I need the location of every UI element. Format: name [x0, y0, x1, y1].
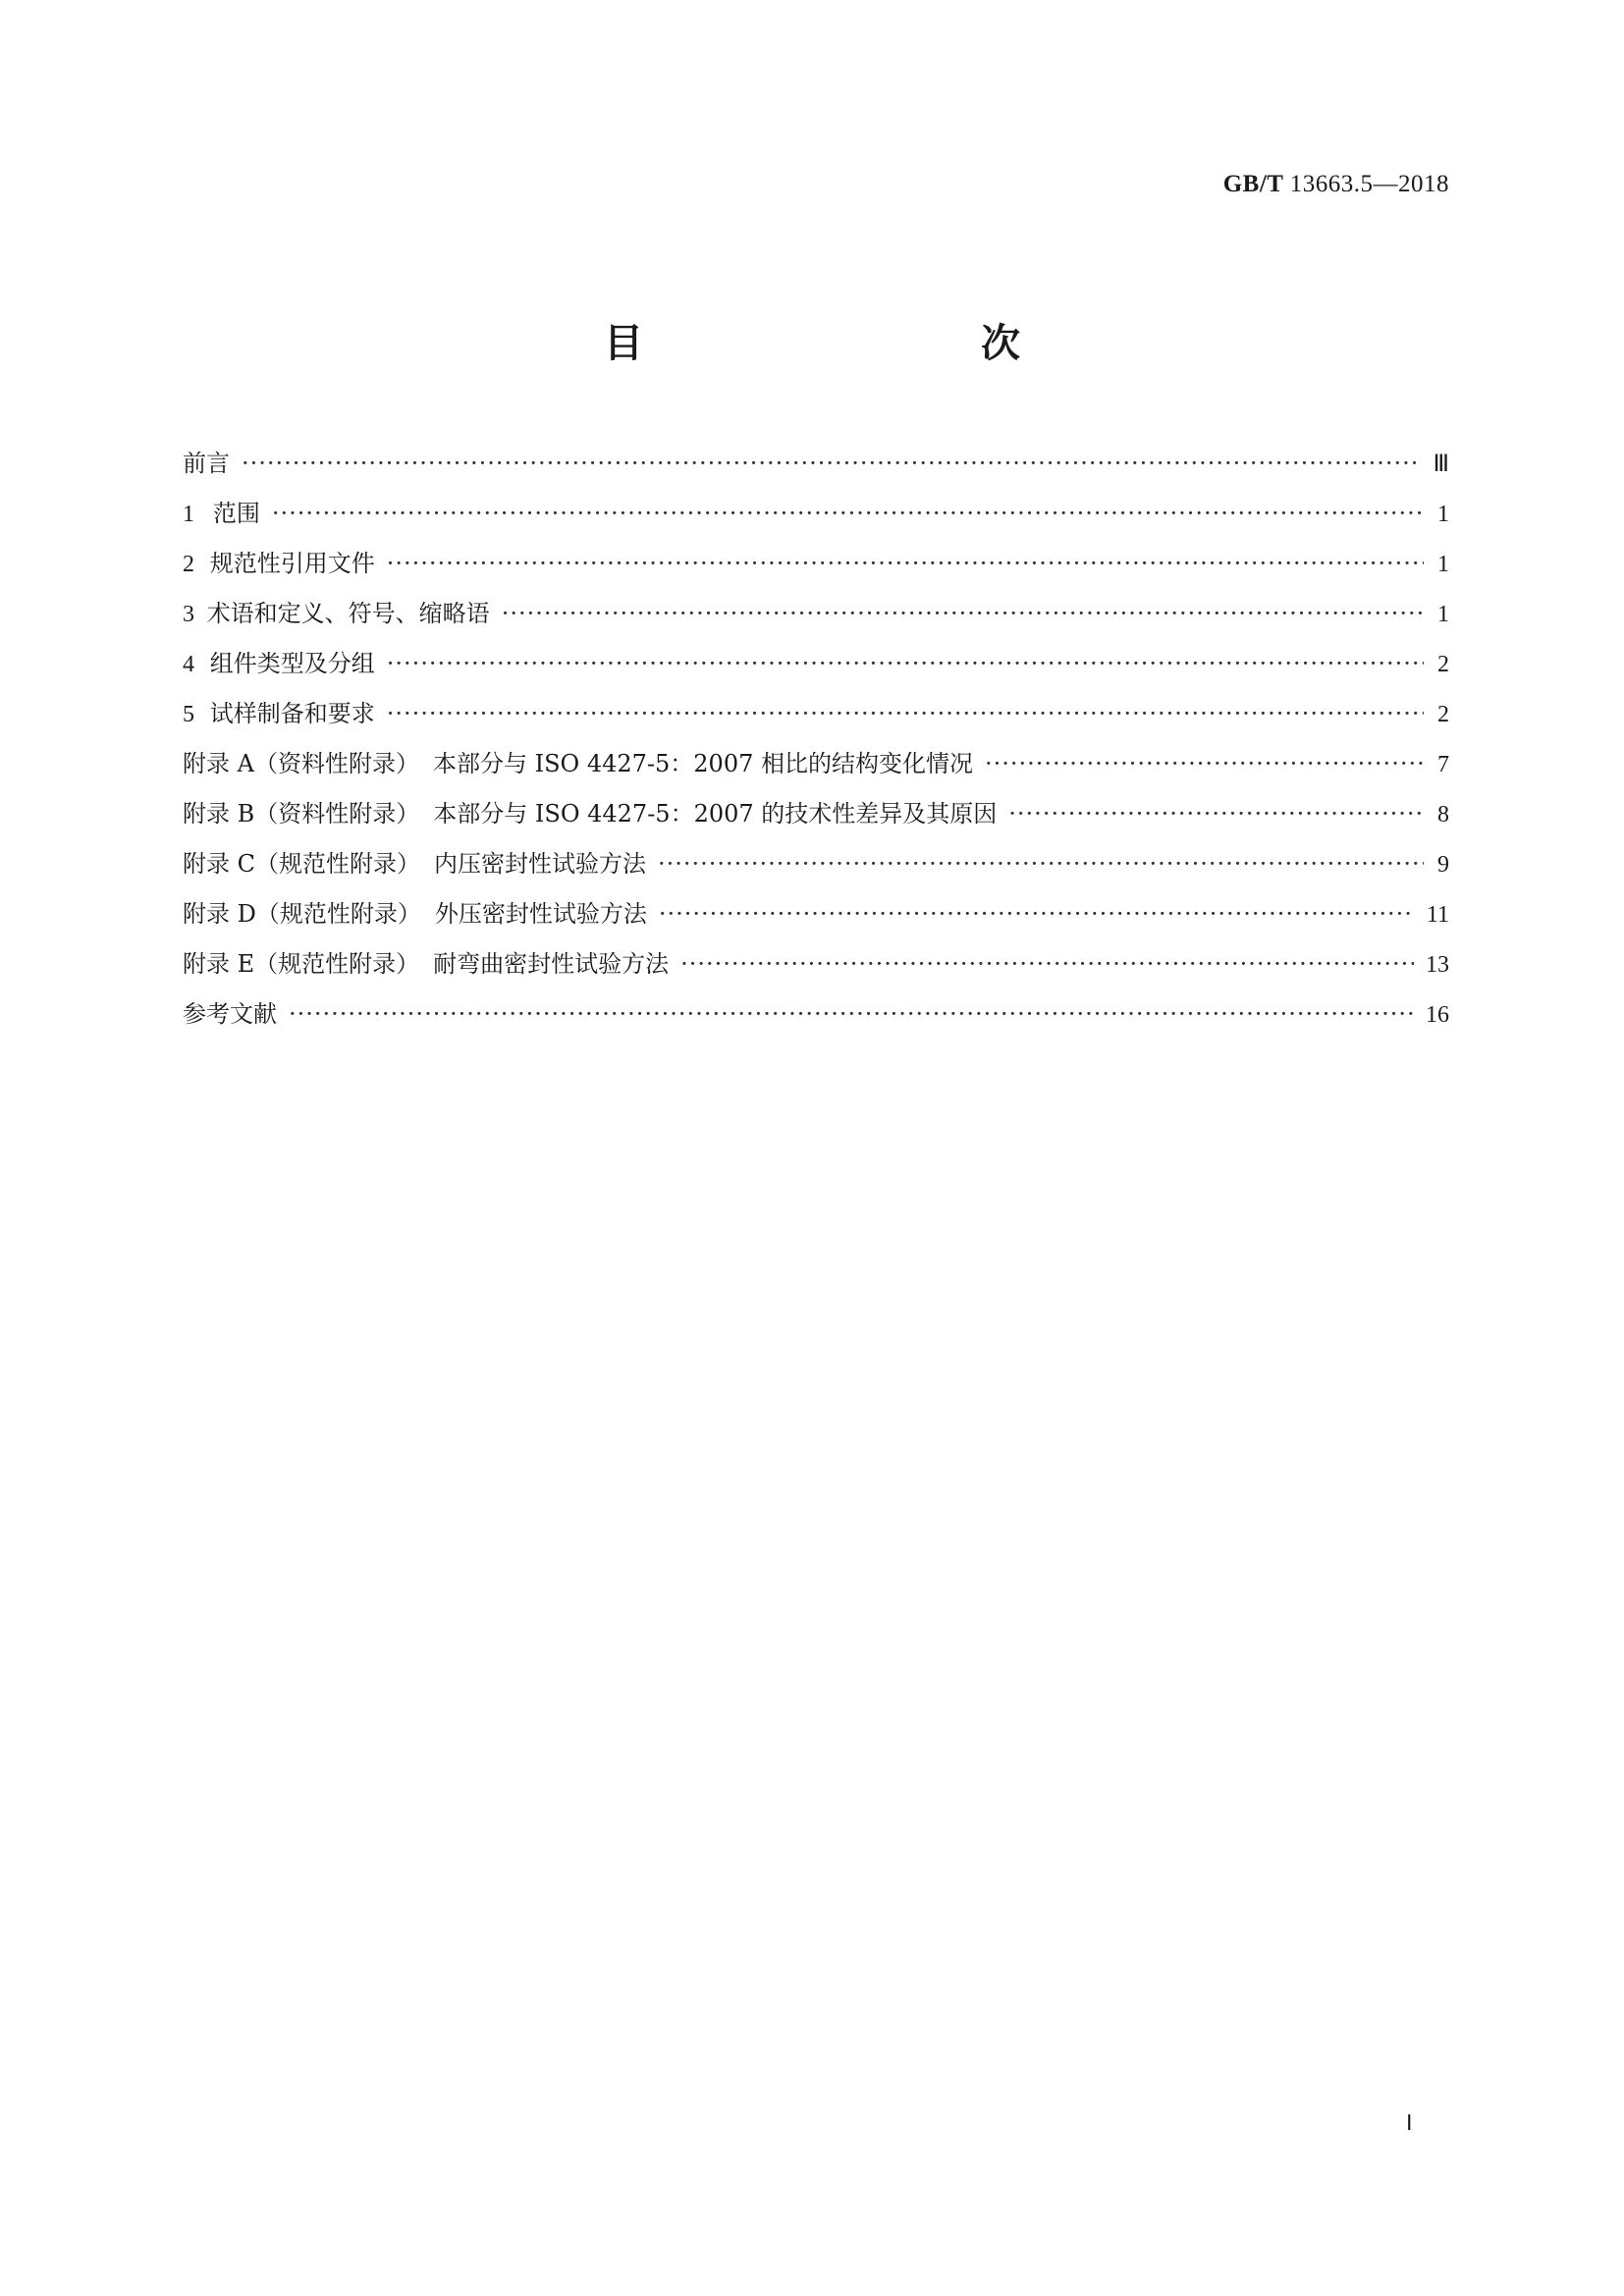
- toc-annex-kind: 附录 B（资料性附录）: [183, 800, 420, 828]
- standard-code-prefix: GB/T: [1222, 171, 1283, 197]
- toc-entry-bibliography[interactable]: [183, 994, 1449, 1044]
- page-title: 目 次: [604, 321, 1107, 366]
- page-number: Ⅰ: [1406, 2110, 1413, 2135]
- toc-entry-page: 13: [1426, 952, 1449, 978]
- toc-leader-dots: [680, 950, 1414, 978]
- toc-entry-annex-a[interactable]: [183, 744, 1449, 794]
- toc-leader-dots: [985, 750, 1424, 777]
- toc-entry-page: 16: [1426, 1002, 1449, 1028]
- toc-entry-page: Ⅲ: [1433, 452, 1449, 477]
- toc-leader-dots: [502, 600, 1424, 627]
- toc-entry-foreword[interactable]: [183, 444, 1449, 494]
- toc-entry-page: 2: [1437, 702, 1449, 727]
- toc-entry-label: 术语和定义、符号、缩略语: [206, 600, 490, 627]
- toc-entry-label: 内压密封性试验方法: [434, 850, 646, 878]
- toc-leader-dots: [387, 550, 1424, 577]
- toc-entry-label: 规范性引用文件: [209, 550, 375, 577]
- toc-entry-page: 1: [1437, 552, 1449, 577]
- toc-entry-page: 9: [1437, 852, 1449, 878]
- toc-leader-dots: [659, 900, 1415, 928]
- toc-entry-terms[interactable]: [183, 594, 1449, 644]
- toc-entry-annex-e[interactable]: [183, 944, 1449, 994]
- toc-entry-label: 本部分与 ISO 4427-5：2007 的技术性差异及其原因: [433, 800, 998, 828]
- toc-leader-dots: [289, 1000, 1414, 1028]
- table-of-contents: [183, 444, 1449, 1044]
- toc-entry-label: 参考文献: [183, 1000, 277, 1028]
- toc-entry-number: 1: [183, 502, 194, 527]
- toc-entry-label: 本部分与 ISO 4427-5：2007 相比的结构变化情况: [432, 750, 973, 777]
- toc-entry-annex-b[interactable]: [183, 794, 1449, 844]
- toc-entry-number: 4: [183, 652, 194, 677]
- toc-entry-normative-references[interactable]: [183, 544, 1449, 594]
- toc-entry-number: 3: [183, 602, 194, 627]
- toc-annex-kind: 附录 C（规范性附录）: [183, 850, 420, 878]
- standard-code: [1223, 171, 1449, 198]
- toc-annex-kind: 附录 D（规范性附录）: [183, 900, 421, 928]
- toc-annex-kind: 附录 A（资料性附录）: [183, 750, 419, 777]
- standard-code-number: 13663.5—2018: [1289, 171, 1449, 197]
- toc-entry-label: 组件类型及分组: [209, 650, 375, 677]
- toc-leader-dots: [658, 850, 1424, 878]
- toc-entry-number: 2: [183, 552, 194, 577]
- toc-entry-annex-d[interactable]: [183, 894, 1449, 944]
- toc-entry-annex-c[interactable]: [183, 844, 1449, 894]
- toc-leader-dots: [387, 700, 1424, 727]
- toc-annex-kind: 附录 E（规范性附录）: [183, 950, 420, 978]
- toc-leader-dots: [1008, 800, 1424, 828]
- toc-entry-specimen-preparation[interactable]: [183, 694, 1449, 744]
- toc-entry-label: 试样制备和要求: [209, 700, 375, 727]
- toc-entry-page: 1: [1437, 502, 1449, 527]
- toc-leader-dots: [242, 450, 1421, 477]
- toc-entry-page: 1: [1437, 602, 1449, 627]
- toc-entry-number: 5: [183, 702, 194, 727]
- toc-leader-dots: [272, 500, 1424, 527]
- toc-entry-page: 11: [1426, 902, 1449, 928]
- toc-leader-dots: [387, 650, 1424, 677]
- toc-entry-page: 8: [1437, 802, 1449, 828]
- toc-entry-label: 前言: [183, 450, 230, 477]
- toc-entry-scope[interactable]: [183, 494, 1449, 544]
- toc-entry-label: 耐弯曲密封性试验方法: [433, 950, 670, 978]
- toc-entry-component-types[interactable]: [183, 644, 1449, 694]
- toc-entry-label: 范围: [212, 500, 260, 527]
- toc-entry-page: 7: [1437, 752, 1449, 777]
- toc-entry-page: 2: [1437, 652, 1449, 677]
- toc-entry-label: 外压密封性试验方法: [434, 900, 647, 928]
